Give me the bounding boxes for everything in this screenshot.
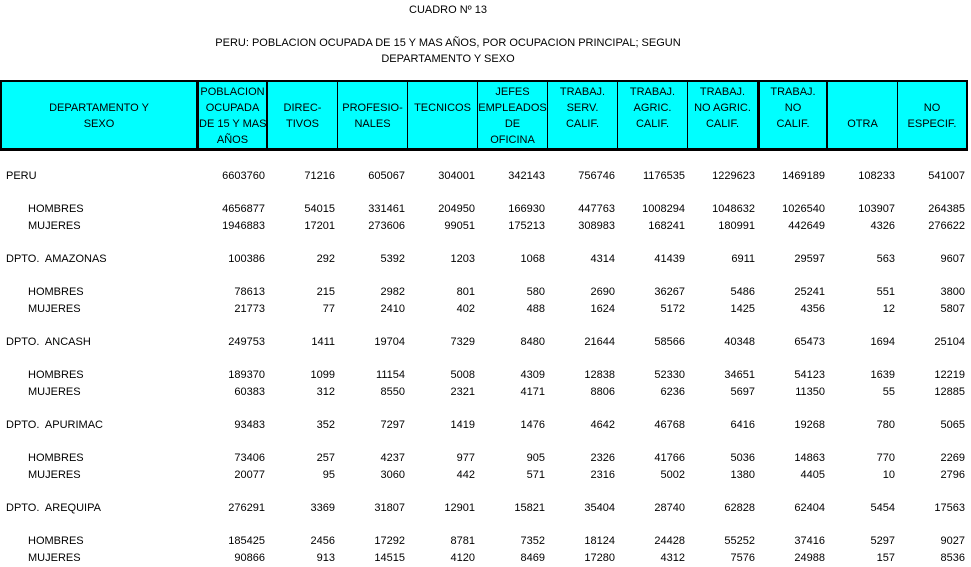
- table-row: [0, 284, 968, 301]
- column-header-line: TIVOS: [285, 118, 319, 130]
- row-label: DPTO. ANCASH: [6, 335, 91, 348]
- value-cell: 770: [876, 451, 895, 464]
- table-row: [0, 383, 968, 400]
- value-cell: 185425: [228, 534, 265, 547]
- value-cell: 4120: [450, 551, 475, 564]
- column-header-line: NO: [923, 102, 941, 114]
- value-cell: 46768: [654, 418, 685, 431]
- value-cell: 4314: [590, 252, 615, 265]
- column-header-line: NO: [784, 102, 802, 114]
- value-cell: 54123: [794, 369, 825, 382]
- value-cell: 52330: [654, 369, 685, 382]
- value-cell: 6911: [731, 252, 755, 265]
- value-cell: 35404: [584, 501, 615, 514]
- row-label: MUJERES: [28, 385, 81, 398]
- column-header-line: TRABAJ.: [699, 86, 746, 98]
- value-cell: 17563: [934, 501, 965, 514]
- value-cell: 73406: [234, 451, 265, 464]
- value-cell: 28740: [654, 501, 685, 514]
- value-cell: 24988: [794, 551, 825, 564]
- column-header-trabaj-no-calif: [758, 82, 828, 148]
- column-header-departamento-sexo: [0, 82, 197, 148]
- value-cell: 108233: [858, 169, 895, 182]
- value-cell: 264385: [928, 203, 965, 216]
- value-cell: 180991: [718, 219, 755, 232]
- value-cell: 7352: [520, 534, 545, 547]
- value-cell: 17201: [304, 219, 335, 232]
- value-cell: 37416: [794, 534, 825, 547]
- value-cell: 780: [876, 418, 895, 431]
- value-cell: 41439: [654, 252, 685, 265]
- column-header-jefes-empleados-oficina: [478, 82, 548, 148]
- value-cell: 60383: [234, 385, 265, 398]
- column-header-line: JEFES: [495, 86, 530, 98]
- value-cell: 276291: [228, 501, 265, 514]
- value-cell: 5392: [380, 252, 405, 265]
- value-cell: 215: [316, 286, 335, 299]
- column-header-line: SERV.: [566, 102, 599, 114]
- value-cell: 100386: [228, 252, 265, 265]
- value-cell: 29597: [794, 252, 825, 265]
- value-cell: 1946883: [222, 219, 265, 232]
- value-cell: 1469189: [782, 169, 825, 182]
- value-cell: 442649: [788, 219, 825, 232]
- table-row: [0, 217, 968, 234]
- value-cell: 8480: [520, 335, 545, 348]
- value-cell: 1229623: [712, 169, 755, 182]
- value-cell: 71216: [304, 169, 335, 182]
- value-cell: 4405: [800, 468, 825, 481]
- value-cell: 93483: [234, 418, 265, 431]
- row-label: HOMBRES: [28, 286, 84, 299]
- value-cell: 175213: [508, 219, 545, 232]
- column-header-line: EMPLEADOS: [478, 102, 547, 114]
- column-header-line: TRABAJ.: [559, 86, 606, 98]
- column-header-line: CALIF.: [776, 118, 810, 130]
- value-cell: 292: [316, 252, 335, 265]
- value-cell: 5065: [940, 418, 965, 431]
- value-cell: 1624: [590, 302, 615, 315]
- column-header-line: NALES: [354, 118, 391, 130]
- value-cell: 1476: [520, 418, 545, 431]
- value-cell: 4171: [520, 385, 545, 398]
- value-cell: 3800: [940, 286, 965, 299]
- value-cell: 9027: [940, 534, 965, 547]
- value-cell: 5486: [730, 286, 755, 299]
- value-cell: 8536: [940, 551, 965, 564]
- value-cell: 331461: [368, 203, 405, 216]
- value-cell: 273606: [368, 219, 405, 232]
- table-body: [0, 151, 968, 566]
- value-cell: 31807: [374, 501, 405, 514]
- value-cell: 12838: [584, 369, 615, 382]
- value-cell: 8469: [520, 551, 545, 564]
- value-cell: 5807: [940, 302, 965, 315]
- value-cell: 5697: [730, 385, 755, 398]
- value-cell: 2690: [590, 286, 615, 299]
- value-cell: 580: [526, 286, 545, 299]
- column-header-line: TRABAJ.: [629, 86, 676, 98]
- value-cell: 103907: [858, 203, 895, 216]
- column-header-line: TRABAJ.: [770, 86, 816, 98]
- value-cell: 95: [322, 468, 335, 481]
- column-header-line: CALIF.: [705, 118, 739, 130]
- value-cell: 62404: [794, 501, 825, 514]
- value-cell: 5002: [660, 468, 685, 481]
- column-header-poblacion-ocupada: [197, 82, 268, 148]
- column-header-line: DEPARTAMENTO Y: [49, 102, 149, 114]
- column-header-line: CALIF.: [635, 118, 669, 130]
- column-header-trabaj-agric-calif: [618, 82, 688, 148]
- value-cell: 6603760: [222, 169, 265, 182]
- column-header-line: PROFESIO-: [342, 102, 403, 114]
- column-header-no-especif: [898, 82, 968, 148]
- value-cell: 402: [456, 302, 475, 315]
- row-label: HOMBRES: [28, 203, 84, 216]
- value-cell: 41766: [654, 451, 685, 464]
- value-cell: 19704: [374, 335, 405, 348]
- value-cell: 5297: [870, 534, 895, 547]
- row-label: HOMBRES: [28, 369, 84, 382]
- table-row: [0, 334, 968, 351]
- value-cell: 563: [876, 252, 895, 265]
- value-cell: 18124: [584, 534, 615, 547]
- value-cell: 276622: [928, 219, 965, 232]
- value-cell: 4326: [870, 219, 895, 232]
- value-cell: 5036: [730, 451, 755, 464]
- value-cell: 1099: [310, 369, 335, 382]
- value-cell: 4356: [800, 302, 825, 315]
- value-cell: 189370: [228, 369, 265, 382]
- value-cell: 1419: [450, 418, 475, 431]
- value-cell: 541007: [928, 169, 965, 182]
- value-cell: 442: [456, 468, 475, 481]
- table-row: [0, 450, 968, 467]
- column-header-line: DE 15 Y MAS: [199, 118, 267, 130]
- value-cell: 36267: [654, 286, 685, 299]
- value-cell: 1694: [870, 335, 895, 348]
- value-cell: 977: [456, 451, 475, 464]
- value-cell: 6416: [730, 418, 755, 431]
- value-cell: 77: [322, 302, 335, 315]
- report-subtitle-line1: PERU: POBLACION OCUPADA DE 15 Y MAS AÑOS, POR OCUPACION PRINCIPAL; SEGUN: [215, 37, 681, 49]
- value-cell: 2269: [940, 451, 965, 464]
- value-cell: 1008294: [642, 203, 685, 216]
- table-row: [0, 499, 968, 516]
- report-subtitle-line2: DEPARTAMENTO Y SEXO: [381, 53, 515, 65]
- value-cell: 342143: [508, 169, 545, 182]
- row-label: DPTO. APURIMAC: [6, 418, 103, 431]
- value-cell: 34651: [724, 369, 755, 382]
- column-header-line: AÑOS: [216, 134, 249, 146]
- value-cell: 14515: [374, 551, 405, 564]
- value-cell: 62828: [724, 501, 755, 514]
- value-cell: 1425: [730, 302, 755, 315]
- value-cell: 308983: [578, 219, 615, 232]
- value-cell: 2982: [380, 286, 405, 299]
- table-row: [0, 533, 968, 550]
- value-cell: 8781: [450, 534, 475, 547]
- value-cell: 12901: [444, 501, 475, 514]
- column-header-line: DE: [504, 118, 521, 130]
- value-cell: 17292: [374, 534, 405, 547]
- value-cell: 8806: [590, 385, 615, 398]
- value-cell: 551: [876, 286, 895, 299]
- column-header-line: CALIF.: [565, 118, 599, 130]
- value-cell: 168241: [648, 219, 685, 232]
- value-cell: 166930: [508, 203, 545, 216]
- column-header-line: DIREC-: [283, 102, 322, 114]
- value-cell: 312: [316, 385, 335, 398]
- value-cell: 65473: [794, 335, 825, 348]
- row-label: MUJERES: [28, 302, 81, 315]
- value-cell: 1026540: [782, 203, 825, 216]
- value-cell: 9607: [940, 252, 965, 265]
- value-cell: 2316: [590, 468, 615, 481]
- value-cell: 5172: [660, 302, 685, 315]
- value-cell: 1176535: [642, 169, 685, 182]
- row-label: MUJERES: [28, 551, 81, 564]
- table-row: [0, 300, 968, 317]
- column-header-line: AGRIC.: [633, 102, 672, 114]
- value-cell: 17280: [584, 551, 615, 564]
- column-header-profesionales: [338, 82, 408, 148]
- value-cell: 605067: [368, 169, 405, 182]
- value-cell: 4309: [520, 369, 545, 382]
- value-cell: 2796: [940, 468, 965, 481]
- value-cell: 801: [456, 286, 475, 299]
- value-cell: 78613: [234, 286, 265, 299]
- table-row: [0, 549, 968, 566]
- value-cell: 1411: [311, 335, 335, 348]
- value-cell: 157: [876, 551, 895, 564]
- value-cell: 12: [882, 302, 895, 315]
- value-cell: 58566: [654, 335, 685, 348]
- value-cell: 11154: [376, 369, 405, 382]
- row-label: MUJERES: [28, 468, 81, 481]
- row-label: DPTO. AMAZONAS: [6, 252, 107, 265]
- value-cell: 7576: [730, 551, 755, 564]
- value-cell: 55252: [724, 534, 755, 547]
- column-header-line: SEXO: [83, 118, 115, 130]
- value-cell: 488: [526, 302, 545, 315]
- row-label: DPTO. AREQUIPA: [6, 501, 101, 514]
- value-cell: 2321: [450, 385, 475, 398]
- value-cell: 1068: [520, 252, 545, 265]
- value-cell: 1639: [870, 369, 895, 382]
- column-header-trabaj-serv-calif: [548, 82, 618, 148]
- value-cell: 1048632: [712, 203, 755, 216]
- column-header-tecnicos: [408, 82, 478, 148]
- value-cell: 11350: [795, 385, 825, 398]
- column-header-line: TECNICOS: [414, 102, 471, 114]
- value-cell: 10: [882, 468, 895, 481]
- table-row: [0, 251, 968, 268]
- value-cell: 304001: [438, 169, 475, 182]
- value-cell: 913: [316, 551, 335, 564]
- value-cell: 15821: [514, 501, 545, 514]
- value-cell: 21644: [584, 335, 615, 348]
- value-cell: 3060: [380, 468, 405, 481]
- column-header-line: OCUPADA: [205, 102, 260, 114]
- column-header-otra: [828, 82, 898, 148]
- column-header-trabaj-no-agric-calif: [688, 82, 758, 148]
- value-cell: 12885: [934, 385, 965, 398]
- table-header-row: [0, 80, 968, 151]
- table-row: [0, 201, 968, 218]
- value-cell: 5008: [450, 369, 475, 382]
- column-header-directivos: [268, 82, 338, 148]
- row-label: PERU: [6, 169, 37, 182]
- value-cell: 756746: [578, 169, 615, 182]
- value-cell: 14863: [794, 451, 825, 464]
- value-cell: 6236: [660, 385, 685, 398]
- value-cell: 1203: [450, 252, 475, 265]
- value-cell: 12219: [934, 369, 965, 382]
- value-cell: 257: [316, 451, 335, 464]
- column-header-line: POBLACION: [200, 86, 265, 98]
- value-cell: 24428: [654, 534, 685, 547]
- value-cell: 2410: [380, 302, 405, 315]
- value-cell: 4237: [380, 451, 405, 464]
- value-cell: 2326: [590, 451, 615, 464]
- value-cell: 4312: [660, 551, 685, 564]
- value-cell: 3369: [310, 501, 335, 514]
- row-label: HOMBRES: [28, 534, 84, 547]
- table-row: [0, 367, 968, 384]
- column-header-line: ESPECIF.: [907, 118, 957, 130]
- column-header-line: OFICINA: [490, 134, 535, 146]
- table-row: [0, 417, 968, 434]
- value-cell: 40348: [724, 335, 755, 348]
- value-cell: 7297: [380, 418, 405, 431]
- value-cell: 25241: [794, 286, 825, 299]
- value-cell: 204950: [438, 203, 475, 216]
- value-cell: 4642: [590, 418, 615, 431]
- value-cell: 5454: [870, 501, 895, 514]
- value-cell: 249753: [228, 335, 265, 348]
- value-cell: 55: [882, 385, 895, 398]
- value-cell: 8550: [380, 385, 405, 398]
- column-header-line: OTRA: [847, 118, 878, 130]
- value-cell: 447763: [578, 203, 615, 216]
- value-cell: 21773: [234, 302, 265, 315]
- table-row: [0, 466, 968, 483]
- value-cell: 2456: [310, 534, 335, 547]
- column-header-line: NO AGRIC.: [694, 102, 751, 114]
- value-cell: 19268: [794, 418, 825, 431]
- report-title: CUADRO Nº 13: [409, 4, 487, 16]
- value-cell: 7329: [450, 335, 475, 348]
- value-cell: 905: [526, 451, 545, 464]
- table-row: [0, 168, 968, 185]
- value-cell: 571: [526, 468, 545, 481]
- value-cell: 25104: [934, 335, 965, 348]
- value-cell: 20077: [234, 468, 265, 481]
- value-cell: 54015: [304, 203, 335, 216]
- value-cell: 99051: [444, 219, 475, 232]
- value-cell: 90866: [234, 551, 265, 564]
- value-cell: 4656877: [222, 203, 265, 216]
- row-label: MUJERES: [28, 219, 81, 232]
- value-cell: 1380: [730, 468, 755, 481]
- row-label: HOMBRES: [28, 451, 84, 464]
- value-cell: 352: [316, 418, 335, 431]
